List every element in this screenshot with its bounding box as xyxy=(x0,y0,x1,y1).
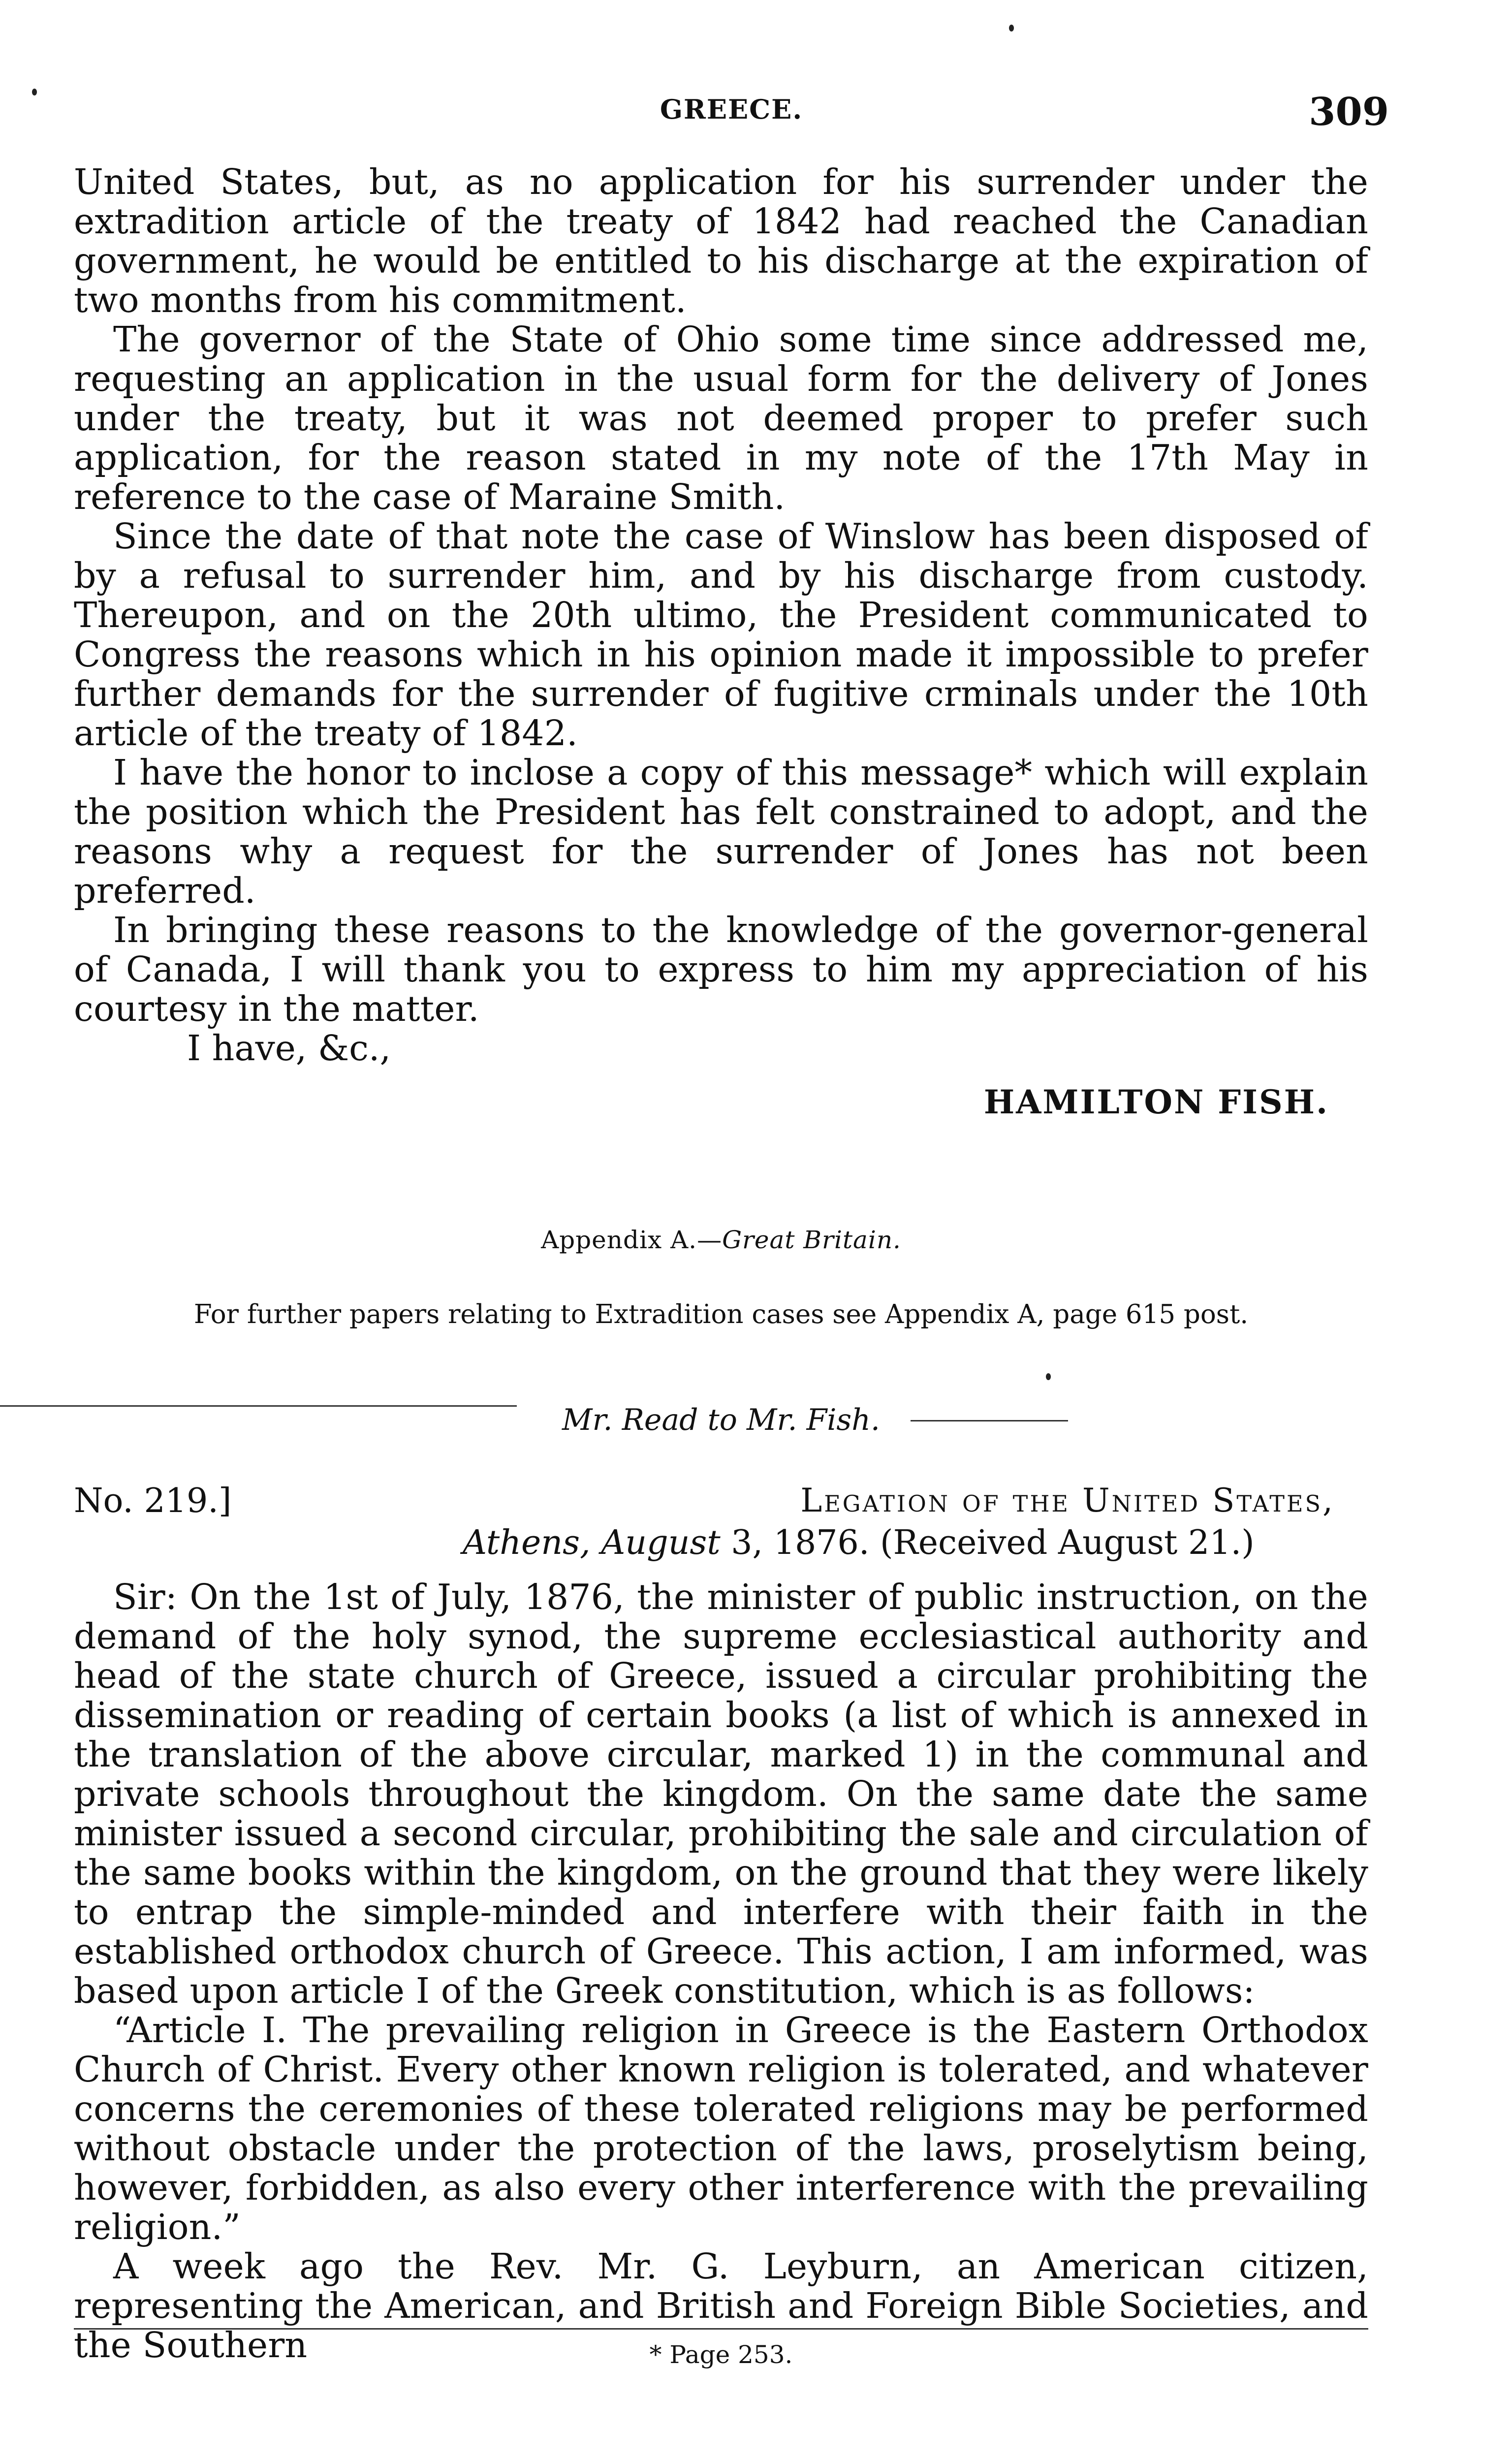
letter-paragraph-4: I have the honor to inclose a copy of this message* which will explain the position which the President has felt constrained to adopt, and the reasons why a request for the surrender of Jones has not been preferred. xyxy=(74,752,1368,911)
letter-paragraph-5: In bringing these reasons to the knowledge of the governor-general of Canada, I will thank you to express to him my appreciation of his courtesy in the matter. xyxy=(74,910,1368,1029)
footnote: * Page 253. xyxy=(649,2340,793,2369)
letter-paragraph-2: The governor of the State of Ohio some time since addressed me, requesting an application in the usual form for the delivery of Jones under the treaty, but it was not deemed proper to prefer such application, for the reason stated in my note of the 17th May in reference to the case of Maraine Smith. xyxy=(74,319,1368,517)
dispatch-paragraph-2: “Article I. The prevailing religion in Greece is the Eastern Orthodox Church of Christ. Every other known religion is tolerated, and whatever concerns the ceremonies of these tolerated religions may be performed without obstacle under the protection of the laws, proselytism being, however, forbidden, as also every other interference with the prevailing religion.” xyxy=(74,2010,1368,2247)
dispatch-paragraph-3: A week ago the Rev. Mr. G. Leyburn, an American citizen, representing the American, and British and Foreign Bible Societies, and the Southern xyxy=(74,2246,1368,2366)
appendix-note: For further papers relating to Extradition cases see Appendix A, page 615 post. xyxy=(193,1299,1249,1329)
letter-paragraph-3: Since the date of that note the case of Winslow has been disposed of by a refusal to surrender him, and by his discharge from custody. Thereupon, and on the 20th ultimo, the President communicated to Congress the reasons which in his opinion made it impossible to prefer further demands for the surrender of fugitive crminals under the 10th article of the treaty of 1842. xyxy=(74,516,1368,754)
dispatch-number: No. 219.] xyxy=(74,1482,232,1520)
footnote-rule xyxy=(74,2328,1368,2330)
appendix-heading xyxy=(74,1226,1368,1254)
page-header xyxy=(74,90,1389,138)
correspondence-heading: Mr. Read to Mr. Fish. xyxy=(562,1403,880,1437)
letter-signature: HAMILTON FISH. xyxy=(983,1083,1329,1121)
letter-paragraph-1: United States, but, as no application for his surrender under the extradition article of the treaty of 1842 had reached the Canadian government, he would be entitled to his discharge at the expiration of two months from his commitment. xyxy=(74,161,1368,320)
running-head: GREECE. xyxy=(660,94,803,125)
dispatch-paragraph-1: Sir: On the 1st of July, 1876, the minister of public instruction, on the demand of the holy synod, the supreme ecclesiastical authority and head of the state church of Greece, issued a circular prohibiting the dissemination or reading of certain books (a list of which is annexed in the translation of the above circular, marked 1) in the communal and private schools throughout the kingdom. On the same date the same minister issued a second circular, prohibiting the sale and circulation of the same books within the kingdom, on the ground that they were likely to entrap the simple-minded and interfere with their faith in the established orthodox church of Greece. This action, I am informed, was based upon article I of the Greek constitution, which is as follows: xyxy=(74,1577,1368,2011)
dispatch-date-place: Athens, August xyxy=(463,1523,721,1562)
dispatch-body xyxy=(74,1578,1368,2365)
dispatch-place: Legation of the United States, xyxy=(800,1482,1335,1519)
letter-closing: I have, &c., xyxy=(187,1028,391,1069)
dispatch-date-rest: 3, 1876. (Received August 21.) xyxy=(720,1523,1255,1562)
ink-speck xyxy=(1009,25,1014,32)
page-number: 309 xyxy=(1309,90,1389,134)
appendix-heading-country: Great Britain. xyxy=(722,1226,901,1254)
dispatch-date xyxy=(463,1523,1255,1562)
letter-body xyxy=(74,162,1368,1121)
appendix-heading-prefix: Appendix A.— xyxy=(541,1226,723,1254)
ink-speck xyxy=(1046,1373,1051,1380)
ink-speck xyxy=(32,89,37,95)
